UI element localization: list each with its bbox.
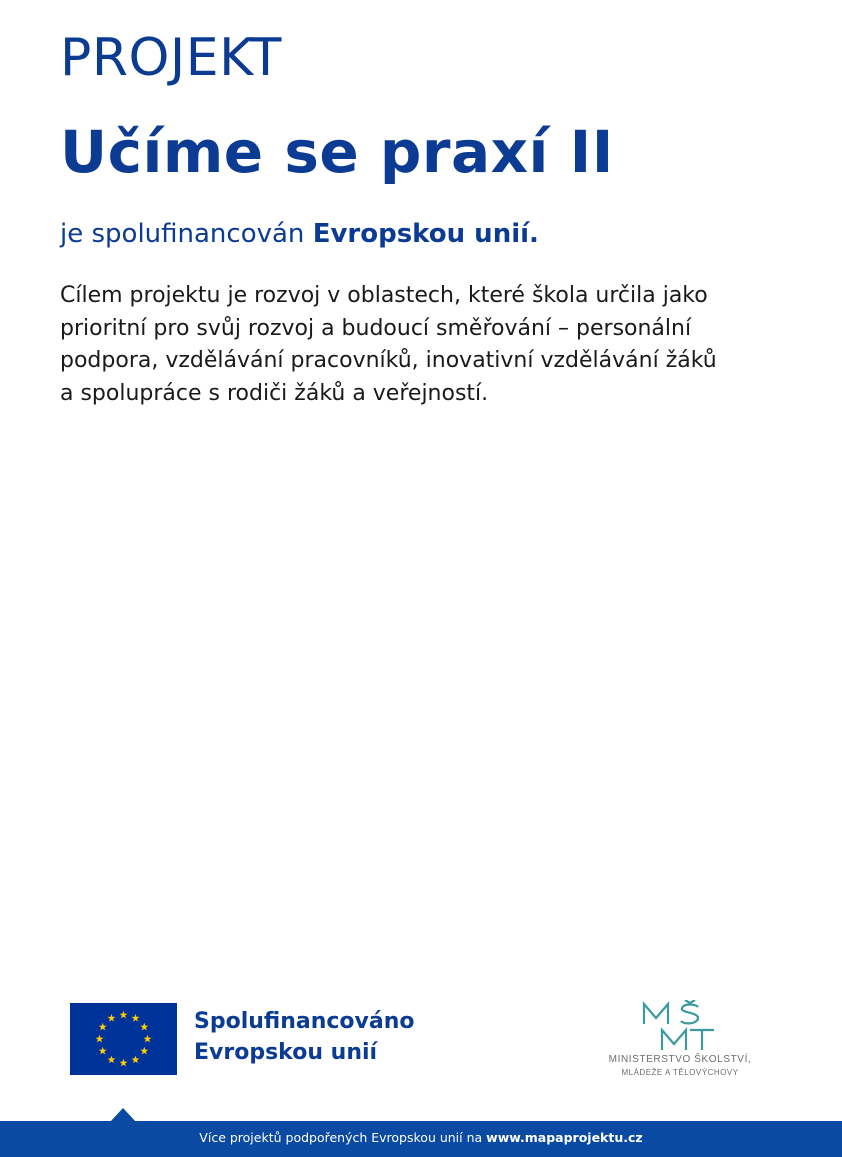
msmt-name-line2: MLÁDEŽE A TĚLOVÝCHOVY (621, 1068, 739, 1077)
msmt-logo (600, 1000, 760, 1080)
eu-flag-icon (70, 1003, 177, 1075)
eu-star (132, 1056, 140, 1064)
footer-text (0, 1121, 842, 1157)
eu-star (99, 1047, 107, 1055)
eu-star (96, 1035, 104, 1043)
eu-star (99, 1023, 107, 1031)
subtitle-prefix: je spolufinancován (60, 219, 313, 249)
eu-caption-line2: Evropskou unií (194, 1040, 378, 1065)
eu-star (120, 1011, 128, 1019)
footer-text-prefix: Více projektů podpořených Evropskou unií na (199, 1130, 487, 1145)
footer-notch (110, 1108, 136, 1122)
description-line: Cílem projektu je rozvoj v oblastech, které škola určila jako (60, 283, 708, 308)
eu-caption-line1: Spolufinancováno (194, 1009, 415, 1034)
description-line: podpora, vzdělávání pracovníků, inovativní vzdělávání žáků (60, 348, 717, 373)
eu-star (108, 1056, 116, 1064)
msmt-logo-icon (640, 1000, 720, 1052)
eu-star (140, 1047, 148, 1055)
eu-star (144, 1035, 152, 1043)
footer-bar (0, 1121, 842, 1157)
eu-star (132, 1014, 140, 1022)
page-title: Učíme se praxí II (60, 118, 614, 186)
eu-caption (194, 1006, 415, 1068)
description-line: a spolupráce s rodiči žáků a veřejností. (60, 380, 489, 406)
subtitle (60, 218, 539, 252)
subtitle-emphasis: Evropskou unií. (312, 219, 539, 249)
msmt-name-line1: MINISTERSTVO ŠKOLSTVÍ, (608, 1054, 752, 1065)
project-kicker: PROJEKT (60, 28, 282, 88)
eu-star (120, 1059, 128, 1067)
eu-star (108, 1014, 116, 1022)
footer-link[interactable]: www.mapaprojektu.cz (486, 1130, 643, 1145)
eu-star (140, 1023, 148, 1031)
description-line: prioritní pro svůj rozvoj a budoucí směřování – personální (60, 315, 692, 341)
project-description (60, 280, 780, 410)
eu-stars (70, 1003, 177, 1075)
